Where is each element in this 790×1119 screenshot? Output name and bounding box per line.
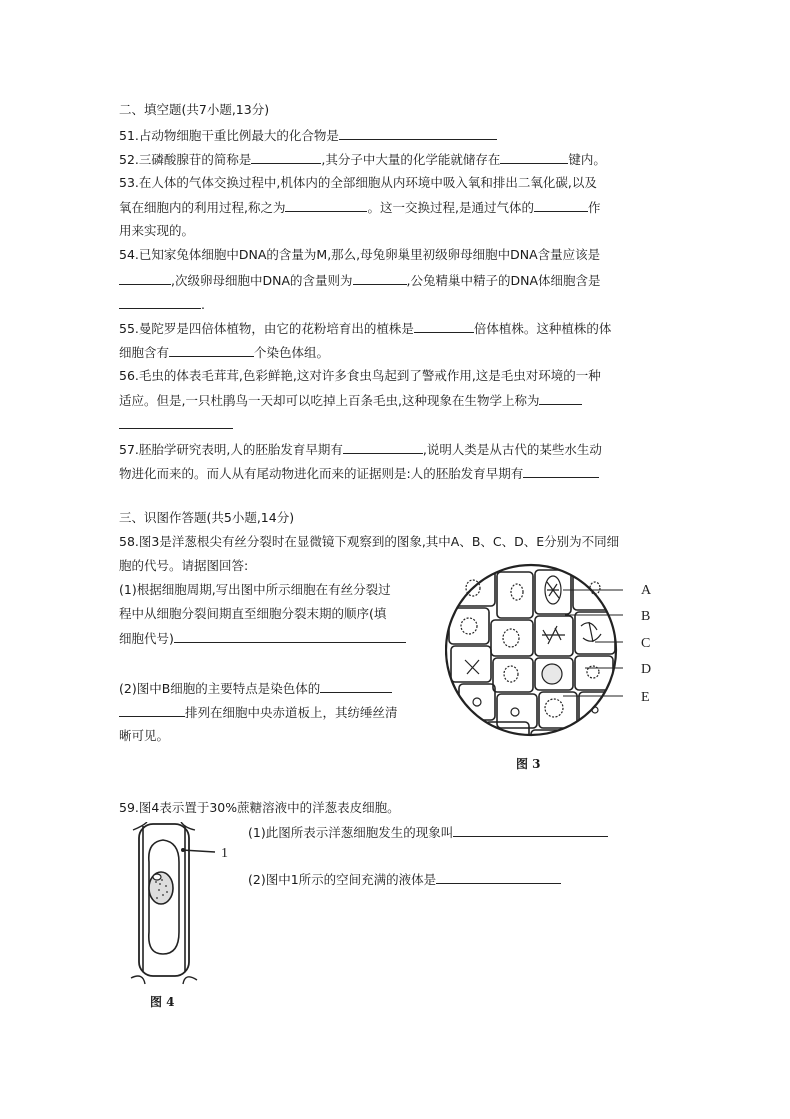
question-58-2-line2 (119, 703, 398, 721)
question-55-line2 (119, 343, 329, 361)
question-59-1 (248, 823, 608, 841)
q59-2-blank[interactable] (436, 870, 561, 884)
fig3-label-b: B (641, 609, 651, 624)
question-59-title: 59.图4表示置于30%蔗糖溶液中的洋葱表皮细胞。 (119, 800, 400, 815)
q51-blank[interactable] (339, 126, 497, 140)
fig3-label-d: D (641, 662, 652, 677)
q57-text-c: 物进化而来的。而人从有尾动物进化而来的证据则是:人的胚胎发育早期有 (119, 466, 524, 481)
q57-blank-1[interactable] (343, 440, 423, 454)
question-53-line2 (119, 198, 600, 216)
q59-2-text: (2)图中1所示的空间充满的液体是 (248, 872, 437, 887)
q59-1-blank[interactable] (453, 823, 608, 837)
fig4-label-1: 1 (221, 846, 228, 861)
q57-text-a: 57.胚胎学研究表明,人的胚胎发育早期有 (119, 442, 343, 457)
question-58-1-line1: (1)根据细胞周期,写出图中所示细胞在有丝分裂过 (119, 582, 391, 597)
q53-blank-1[interactable] (285, 198, 367, 212)
q54-blank-2[interactable] (353, 271, 407, 285)
q52-blank-1[interactable] (251, 150, 321, 164)
figure-4-caption: 图 4 (150, 995, 175, 1009)
question-53-line1: 53.在人体的气体交换过程中,机体内的全部细胞从内环境中吸入氧和排出二氧化碳,以及 (119, 175, 597, 190)
question-58-1-line2: 程中从细胞分裂间期直至细胞分裂末期的顺序(填 (119, 606, 387, 621)
q52-text-c: 键内。 (568, 152, 606, 167)
figure-4-cell-diagram (125, 822, 245, 987)
question-54-line2 (119, 271, 601, 289)
q56-blank-2[interactable] (119, 415, 233, 429)
question-54-line1: 54.已知家兔体细胞中DNA的含量为M,那么,母兔卵巢里初级卵母细胞中DNA含量应该是 (119, 247, 601, 262)
section3-title: 三、识图作答题(共5小题,14分) (119, 510, 295, 525)
q52-text-a: 52.三磷酸腺苷的简称是 (119, 152, 252, 167)
q55-text-b: 倍体植株。这种植株的体 (473, 321, 612, 336)
q55-text-a: 55.曼陀罗是四倍体植物，由它的花粉培育出的植株是 (119, 321, 414, 336)
question-54-line3 (119, 295, 205, 313)
question-58-2-line3: 晰可见。 (119, 728, 170, 743)
question-58-2-line1 (119, 679, 392, 697)
question-56-line3 (119, 415, 233, 433)
q58-2-blank-1[interactable] (320, 679, 392, 693)
question-58-line1: 58.图3是洋葱根尖有丝分裂时在显微镜下观察到的图象,其中A、B、C、D、E分别为不同细 (119, 534, 620, 549)
section2-title: 二、填空题(共7小题,13分) (119, 102, 270, 117)
fig3-label-c: C (641, 636, 651, 651)
fig3-label-e: E (641, 690, 650, 705)
question-53-line3: 用来实现的。 (119, 223, 195, 238)
question-52 (119, 150, 606, 168)
q54-blank-1[interactable] (119, 271, 171, 285)
q51-text: 51.占动物细胞干重比例最大的化合物是 (119, 128, 339, 143)
q55-blank-2[interactable] (169, 343, 254, 357)
q56-blank-1[interactable] (539, 391, 582, 405)
q54-text-b: ,公兔精巢中精子的DNA体细胞含是 (406, 273, 601, 288)
q56-text: 适应。但是,一只杜鹃鸟一天却可以吃掉上百条毛虫,这种现象在生物学上称为 (119, 393, 540, 408)
question-58-1-line3 (119, 629, 406, 647)
q57-blank-2[interactable] (523, 464, 599, 478)
q58-2-text-a: (2)图中B细胞的主要特点是染色体的 (119, 681, 321, 696)
q58-2-blank-2[interactable] (119, 703, 185, 717)
q52-text-b: ,其分子中大量的化学能就储存在 (321, 152, 501, 167)
q53-text-a: 氧在细胞内的利用过程,称之为 (119, 200, 286, 215)
question-56-line2 (119, 391, 582, 409)
question-51 (119, 126, 497, 144)
q54-text-a: ,次级卵母细胞中DNA的含量则为 (171, 273, 353, 288)
q52-blank-2[interactable] (500, 150, 568, 164)
question-58-line2: 胞的代号。请据图回答: (119, 558, 249, 573)
question-57-line2 (119, 464, 599, 482)
question-59-2 (248, 870, 561, 888)
q55-text-c: 细胞含有 (119, 345, 170, 360)
q53-blank-2[interactable] (534, 198, 588, 212)
q55-text-d: 个染色体组。 (254, 345, 330, 360)
q58-2-text-b: 排列在细胞中央赤道板上，其纺缍丝清 (185, 705, 398, 720)
q58-1-blank[interactable] (174, 629, 406, 643)
question-55-line1 (119, 319, 611, 337)
question-57-line1 (119, 440, 602, 458)
q53-text-b: 。这一交换过程,是通过气体的 (367, 200, 534, 215)
q54-blank-3[interactable] (119, 295, 201, 309)
q59-1-text: (1)此图所表示洋葱细胞发生的现象叫 (248, 825, 454, 840)
figure-3-micrograph (445, 560, 655, 760)
q58-1-text: 细胞代号) (119, 631, 174, 646)
q54-text-c: . (201, 297, 205, 312)
figure-3-caption: 图 3 (516, 757, 541, 771)
fig3-label-a: A (641, 583, 652, 598)
q53-text-c: 作 (587, 200, 601, 215)
q55-blank-1[interactable] (414, 319, 474, 333)
q57-text-b: ,说明人类是从古代的某些水生动 (422, 442, 602, 457)
question-56-line1: 56.毛虫的体表毛茸茸,色彩鲜艳,这对许多食虫鸟起到了警戒作用,这是毛虫对环境的一种 (119, 368, 601, 383)
